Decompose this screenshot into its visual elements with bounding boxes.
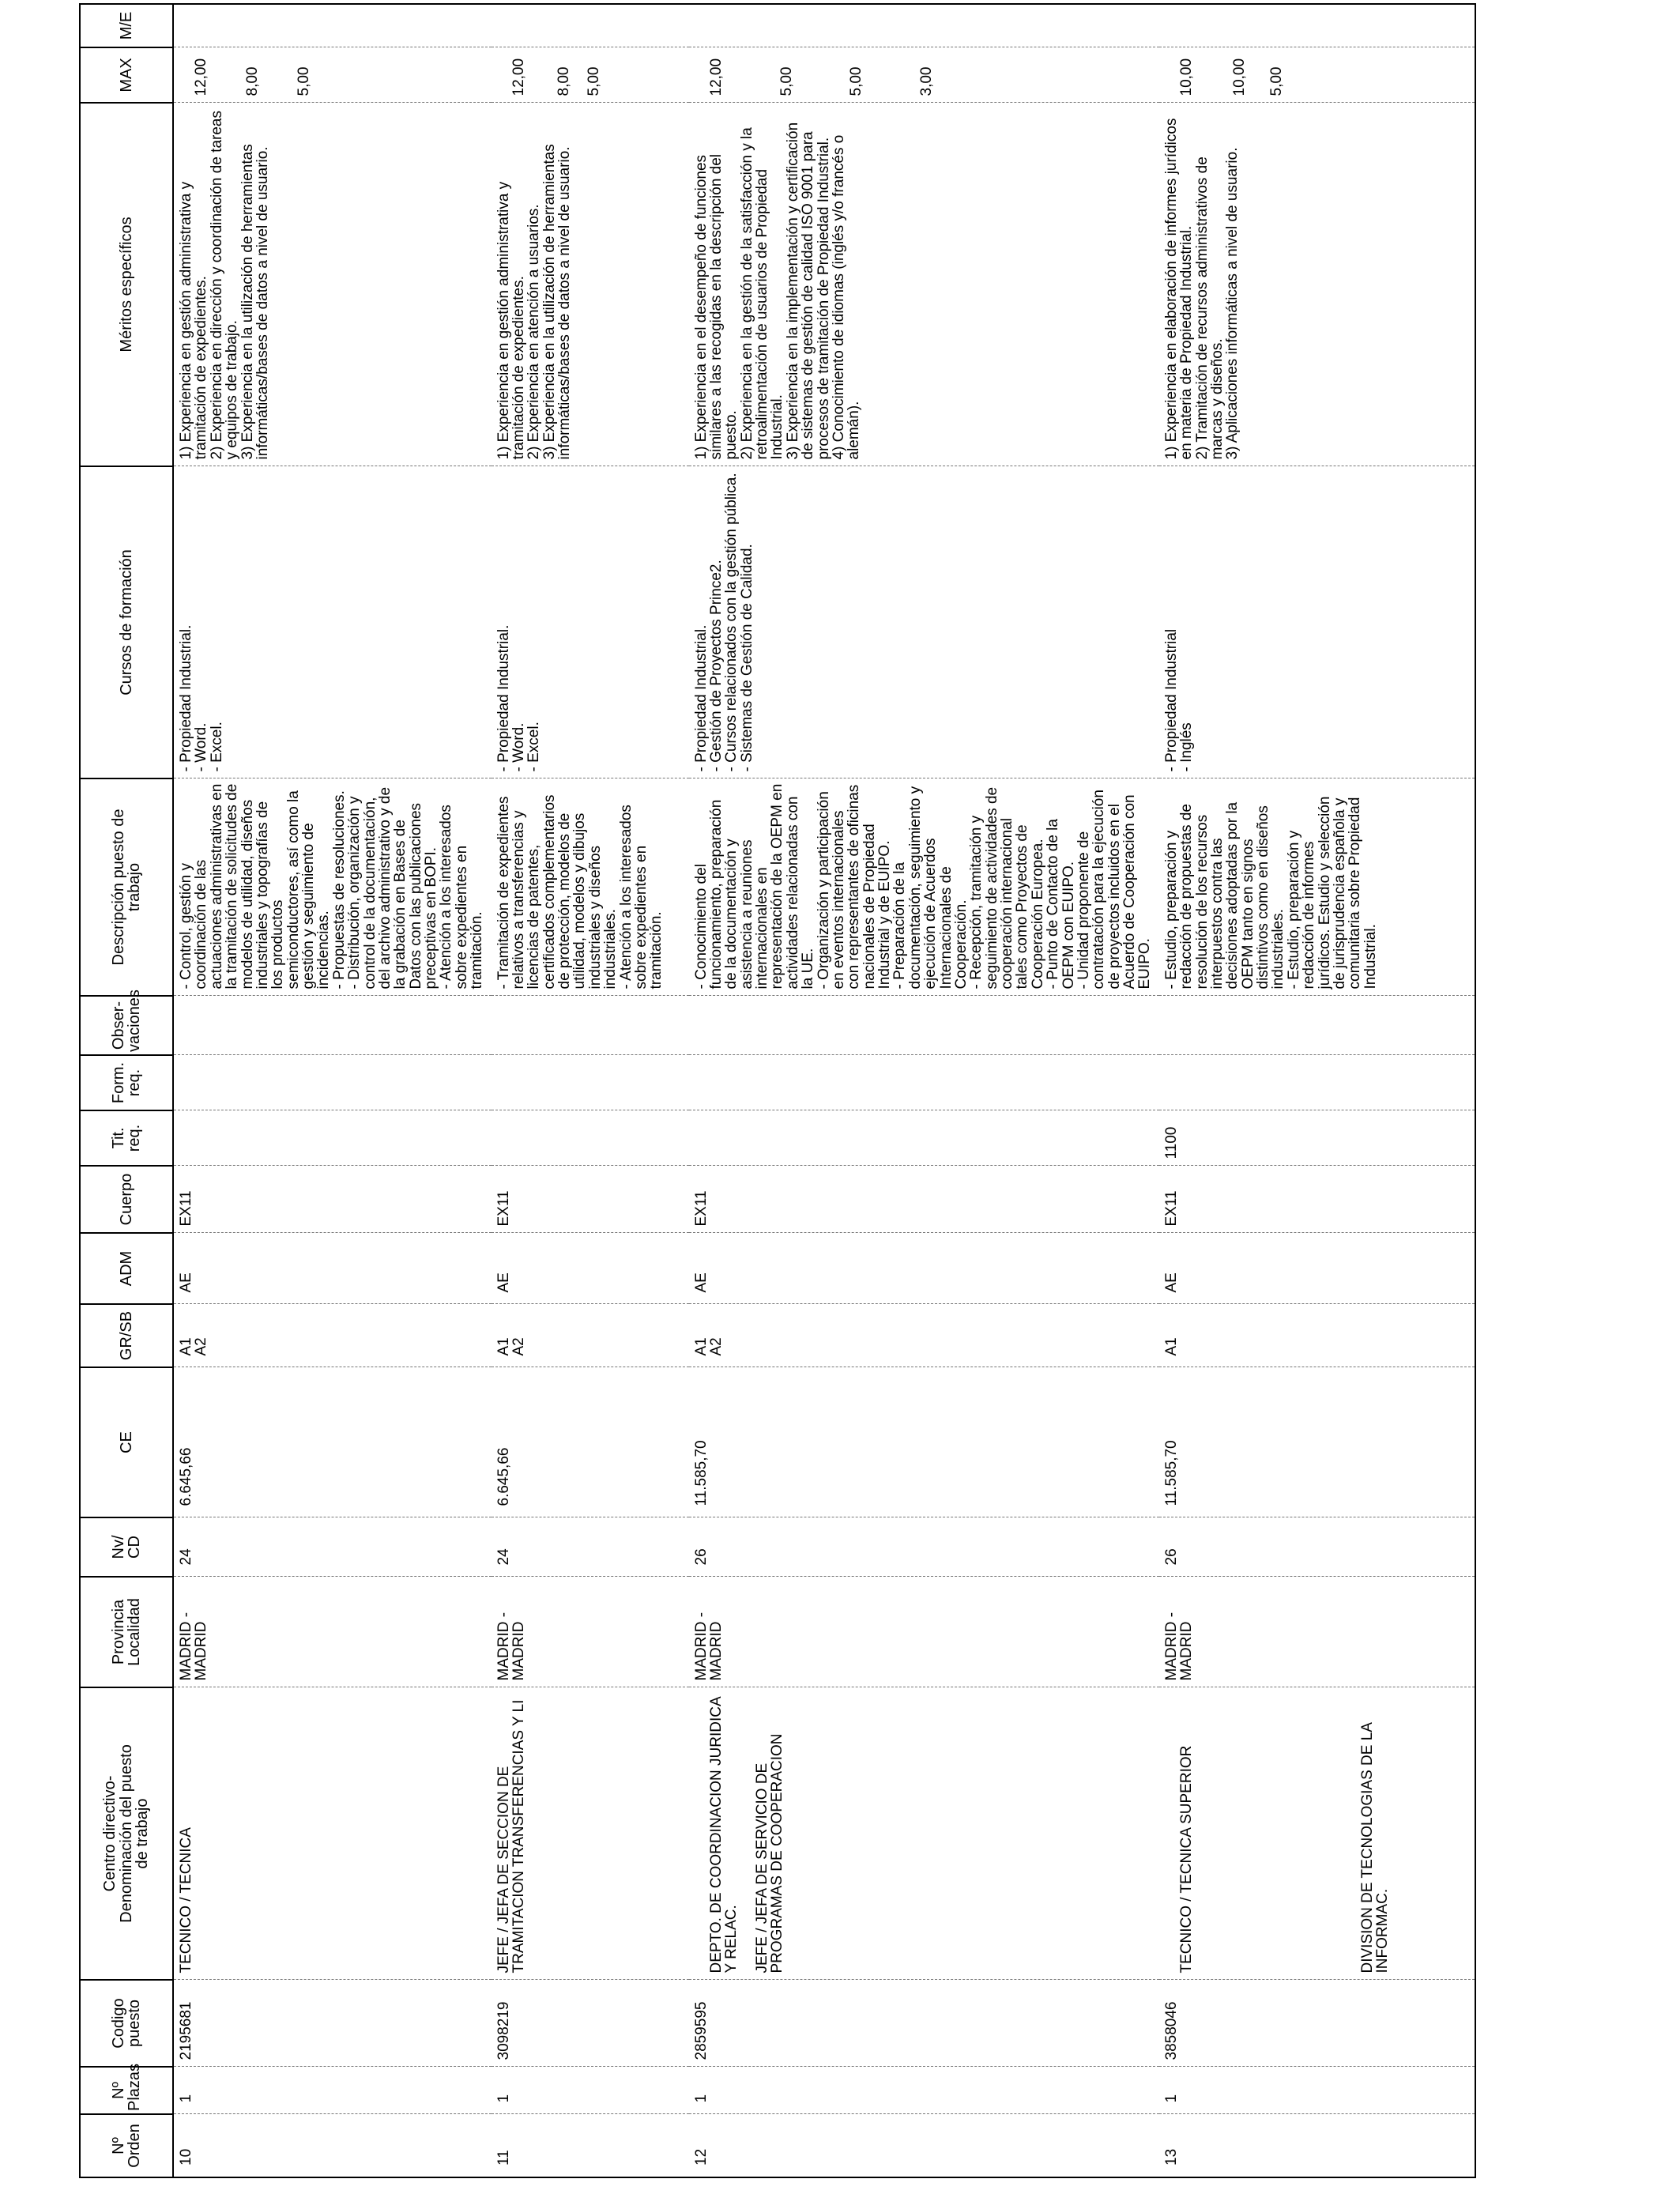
cell-centro (1159, 1687, 1475, 1980)
cell-tit: 1100 (1159, 1110, 1475, 1166)
header-ce: CE (80, 1367, 173, 1517)
max-value: 8,00 (555, 66, 572, 96)
cell-provincia: MADRID - MADRID (689, 1577, 1159, 1687)
cell-cuerpo: EX11 (173, 1166, 492, 1233)
cell-descripcion: - Control, gestión y coordinación de las actuaciones administrativas en la tramitación de solicitudes de modelos de utilidad, diseños industriales y topografías de los productos semiconductores, así como la gestión y seguimiento de incidencias. - Propuestas de resoluciones. - Distribución, organización y control de la documentación, del archivo administrativo y de la grabación en Bases de Datos con las publicaciones preceptivas en BOPI. - Atención a los interesados sobre expedientes en tramitación. (173, 778, 492, 996)
cell-form (173, 1055, 492, 1110)
cell-grsb: A1 A2 (492, 1304, 689, 1367)
header-form: Form. req. (80, 1055, 173, 1110)
cell-ce: 6.645,66 (173, 1367, 492, 1517)
department-heading: DEPTO. DE COORDINACION JURIDICA Y RELAC. (707, 1697, 740, 1973)
header-provincia: Provincia Localidad (80, 1577, 173, 1687)
cell-max (173, 47, 492, 103)
max-value: 12,00 (707, 58, 725, 96)
cell-adm: AE (173, 1233, 492, 1304)
max-value: 5,00 (848, 66, 865, 96)
cell-grsb: A1 A2 (689, 1304, 1159, 1367)
cell-me (1159, 4, 1475, 47)
cell-tit (492, 1110, 689, 1166)
header-nivel: Nv/ CD (80, 1517, 173, 1577)
max-value: 5,00 (778, 66, 795, 96)
cell-provincia: MADRID - MADRID (173, 1577, 492, 1687)
table-row (492, 4, 689, 2177)
positions-table (79, 3, 1476, 2178)
cell-codigo: 3098219 (492, 1980, 689, 2067)
max-value: 3,00 (918, 66, 936, 96)
cell-max (1159, 47, 1475, 103)
cell-max (492, 47, 689, 103)
cell-meritos: 1) Experiencia en gestión administrativa y tramitación de expedientes. 2) Experiencia en dirección y coordinación de tareas y equipos de trabajo. 3) Experiencia en la utilización de herramientas informáticas/bases de datos a nivel de usuario. (173, 103, 492, 466)
cell-nivel: 24 (173, 1517, 492, 1577)
max-value: 12,00 (193, 58, 210, 96)
cell-descripcion: - Conocimiento del funcionamiento, preparación de la documentación y asistencia a reuniones internacionales en representación de la OEPM en actividades relacionadas con la UE. - Organización y participación en eventos internacionales con representantes de oficinas nacionales de Propiedad Industrial y de EUIPO. - Preparación de la documentación, seguimiento y ejecución de Acuerdos Internacionales de Cooperación. - Recepción, tramitación y seguimiento de actividades de cooperación internacional tales como Proyectos de Cooperación Europea. - Punto de Contacto de la OEPM con EUIPO. - Unidad proponente de contratación para la ejecución de proyectos incluidos en el Acuerdo de Cooperación con EUIPO. (689, 778, 1159, 996)
header-centro: Centro directivo- Denominación del puesto de trabajo (80, 1687, 173, 1980)
cell-grsb: A1 (1159, 1304, 1475, 1367)
cell-plazas: 1 (173, 2067, 492, 2114)
cell-codigo: 2195681 (173, 1980, 492, 2067)
cell-ce: 11.585,70 (689, 1367, 1159, 1517)
cell-grsb: A1 A2 (173, 1304, 492, 1367)
cell-obs (689, 996, 1159, 1055)
table-row (1159, 4, 1475, 2177)
max-value: 5,00 (1268, 66, 1285, 96)
cell-meritos: 1) Experiencia en el desempeño de funciones similares a las recogidas en la descripción del puesto. 2) Experiencia en la gestión de la satisfacción y la retroalimentación de usuarios de Propiedad Industrial. 3) Experiencia en la implementación y certificación de sistemas de gestión de calidad ISO 9001 para procesos de tramitación de Propiedad Industrial. 4) Conocimiento de idiomas (inglés y/o francés o alemán). (689, 103, 1159, 466)
cell-me (492, 4, 689, 47)
division-heading: DIVISION DE TECNOLOGIAS DE LA INFORMAC. (1358, 1723, 1392, 1973)
cell-adm: AE (689, 1233, 1159, 1304)
header-meritos: Méritos específicos (80, 103, 173, 466)
cell-cuerpo: EX11 (492, 1166, 689, 1233)
cell-obs (1159, 996, 1475, 1055)
cell-meritos: 1) Experiencia en gestión administrativa y tramitación de expedientes. 2) Experiencia en atención a usuarios. 3) Experiencia en la utilización de herramientas informáticas/bases de datos a nivel de usuario. (492, 103, 689, 466)
header-adm: ADM (80, 1233, 173, 1304)
cell-cuerpo: EX11 (1159, 1166, 1475, 1233)
cell-codigo: 2859595 (689, 1980, 1159, 2067)
max-value: 10,00 (1178, 58, 1196, 96)
table-row (689, 4, 1159, 2177)
cell-form (492, 1055, 689, 1110)
cell-provincia: MADRID - MADRID (492, 1577, 689, 1687)
header-me: M/E (80, 4, 173, 47)
header-obs: Obser- vaciones (80, 996, 173, 1055)
cell-plazas: 1 (492, 2067, 689, 2114)
cell-centro: TECNICO / TECNICA (173, 1687, 492, 1980)
cell-meritos: 1) Experiencia en elaboración de informes jurídicos en materia de Propiedad Industrial. 2) Tramitación de recursos administrativos de marcas y diseños. 3) Aplicaciones informáticas a nivel de usuario. (1159, 103, 1475, 466)
max-value: 5,00 (586, 66, 603, 96)
header-plazas: Nº Plazas (80, 2067, 173, 2114)
cell-max (689, 47, 1159, 103)
cell-centro: JEFE / JEFA DE SECCION DE TRAMITACION TRANSFERENCIAS Y LI (492, 1687, 689, 1980)
max-value: 5,00 (295, 66, 312, 96)
cell-orden: 11 (492, 2114, 689, 2177)
cell-adm: AE (492, 1233, 689, 1304)
max-value: 10,00 (1230, 58, 1248, 96)
header-cursos: Cursos de formación (80, 466, 173, 778)
header-tit: Tit. req. (80, 1110, 173, 1166)
cell-form (1159, 1055, 1475, 1110)
cell-orden: 10 (173, 2114, 492, 2177)
cell-obs (492, 996, 689, 1055)
position-title: JEFE / JEFA DE SERVICIO DE PROGRAMAS DE COOPERACION (754, 1733, 786, 1973)
cell-orden: 12 (689, 2114, 1159, 2177)
position-title: TECNICO / TECNICA SUPERIOR (1178, 1745, 1196, 1973)
cell-nivel: 26 (1159, 1517, 1475, 1577)
cell-ce: 6.645,66 (492, 1367, 689, 1517)
header-row (80, 4, 173, 2177)
cell-cursos: - Propiedad Industrial. - Word. - Excel. (173, 466, 492, 778)
cell-me (689, 4, 1159, 47)
cell-provincia: MADRID - MADRID (1159, 1577, 1475, 1687)
cell-ce: 11.585,70 (1159, 1367, 1475, 1517)
table-row (173, 4, 492, 2177)
cell-cursos: - Propiedad Industrial. - Word. - Excel. (492, 466, 689, 778)
header-descripcion: Descripción puesto de trabajo (80, 778, 173, 996)
cell-cursos: - Propiedad Industrial. - Gestión de Proyectos Prince2. - Cursos relacionados con la gestión pública. - Sistemas de Gestión de Calidad. (689, 466, 1159, 778)
header-max: MAX (80, 47, 173, 103)
header-orden: Nº Orden (80, 2114, 173, 2177)
header-cuerpo: Cuerpo (80, 1166, 173, 1233)
cell-adm: AE (1159, 1233, 1475, 1304)
cell-descripcion: - Estudio, preparación y redacción de propuestas de resolución de los recursos interpuestos contra las decisiones adoptadas por la OEPM tanto en signos distintivos como en diseños industriales. - Estudio, preparación y redacción de informes jurídicos. Estudio y selección de jurisprudencia española y comunitaria sobre Propiedad Industrial. (1159, 778, 1475, 996)
cell-codigo: 3858046 (1159, 1980, 1475, 2067)
cell-tit (173, 1110, 492, 1166)
cell-form (689, 1055, 1159, 1110)
max-value: 8,00 (244, 66, 262, 96)
cell-me (173, 4, 492, 47)
cell-cursos: - Propiedad Industrial - Inglés (1159, 466, 1475, 778)
cell-tit (689, 1110, 1159, 1166)
cell-obs (173, 996, 492, 1055)
max-value: 12,00 (510, 58, 527, 96)
cell-orden: 13 (1159, 2114, 1475, 2177)
cell-plazas: 1 (689, 2067, 1159, 2114)
cell-nivel: 24 (492, 1517, 689, 1577)
cell-cuerpo: EX11 (689, 1166, 1159, 1233)
header-grsb: GR/SB (80, 1304, 173, 1367)
cell-plazas: 1 (1159, 2067, 1475, 2114)
cell-centro (689, 1687, 1159, 1980)
header-codigo: Codigo puesto (80, 1980, 173, 2067)
cell-descripcion: - Tramitación de expedientes relativos a transferencias y licencias de patentes, certificados complementarios de protección, modelos de utilidad, modelos y dibujos industriales y diseños industriales. - Atención a los interesados sobre expedientes en tramitación. (492, 778, 689, 996)
cell-nivel: 26 (689, 1517, 1159, 1577)
